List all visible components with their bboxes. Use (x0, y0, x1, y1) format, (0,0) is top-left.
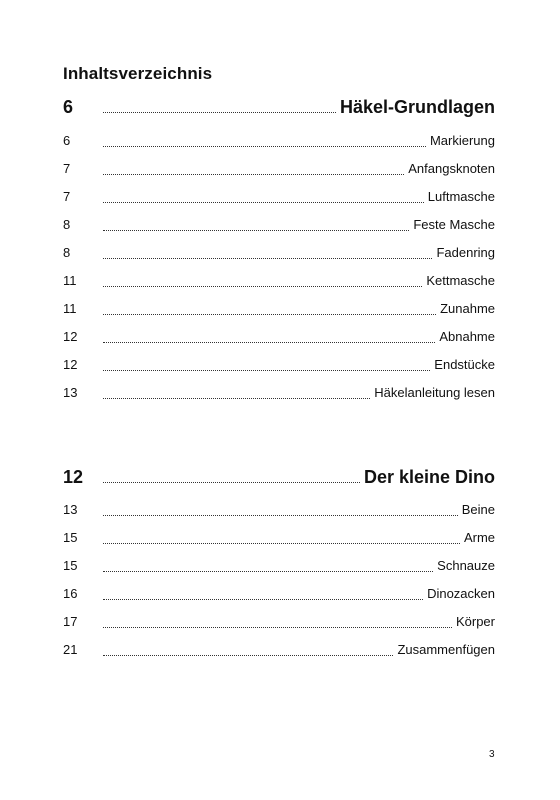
toc-entry (63, 324, 495, 346)
page-number: 3 (489, 749, 495, 760)
toc-entry-label: Markierung (429, 133, 495, 148)
dot-leader (103, 229, 409, 231)
toc-entry-label: Schnauze (437, 558, 495, 573)
dot-leader (103, 145, 426, 147)
toc-entry-label: Dinozacken (427, 586, 495, 601)
toc-entry (63, 240, 495, 262)
dot-leader (103, 111, 336, 113)
toc-section-heading (63, 96, 495, 118)
toc-page-number: 8 (63, 245, 71, 260)
dot-leader (103, 626, 452, 628)
toc-entry-label: Häkelanleitung lesen (374, 385, 495, 400)
toc-page-number: 12 (63, 357, 78, 372)
toc-entry-label: Anfangsknoten (408, 161, 495, 176)
dot-leader (103, 341, 435, 343)
toc-entry (63, 352, 495, 374)
toc-page-number: 12 (63, 467, 84, 487)
toc-entry-label: Beine (461, 502, 495, 517)
toc-page-number: 13 (63, 385, 78, 400)
dot-leader (103, 201, 424, 203)
toc-page-number: 15 (63, 530, 78, 545)
toc-entry (63, 212, 495, 234)
dot-leader (103, 598, 423, 600)
toc-page-number: 12 (63, 329, 78, 344)
toc-page-number: 11 (63, 301, 77, 316)
toc-section-heading (63, 466, 495, 488)
toc-entry-label: Körper (455, 614, 495, 629)
toc-title: Inhaltsverzeichnis (63, 64, 213, 83)
toc-section-label: Häkel-Grundlagen (339, 97, 495, 117)
toc-entry (63, 380, 495, 402)
toc-entry-label: Kettmasche (426, 273, 495, 288)
toc-entry-label: Feste Masche (413, 217, 495, 232)
toc-entry (63, 184, 495, 206)
dot-leader (103, 397, 370, 399)
toc-page-number: 8 (63, 217, 71, 232)
toc-entry-label: Luftmasche (427, 189, 495, 204)
toc-entry (63, 497, 495, 519)
toc-entry-label: Zusammenfügen (397, 642, 495, 657)
toc-entry (63, 581, 495, 603)
dot-leader (103, 313, 436, 315)
toc-entry (63, 296, 495, 318)
dot-leader (103, 257, 432, 259)
toc-page-number: 21 (63, 642, 78, 657)
toc-entry-label: Endstücke (434, 357, 495, 372)
dot-leader (103, 369, 430, 371)
toc-page-number: 7 (63, 189, 71, 204)
toc-page-number: 16 (63, 586, 78, 601)
dot-leader (103, 285, 422, 287)
toc-entry (63, 609, 495, 631)
toc-entry-label: Zunahme (440, 301, 495, 316)
dot-leader (103, 173, 404, 175)
toc-page-number: 13 (63, 502, 78, 517)
dot-leader (103, 481, 360, 483)
toc-section-label: Der kleine Dino (363, 467, 495, 487)
toc-entry (63, 525, 495, 547)
toc-entry (63, 637, 495, 659)
toc-page-number: 15 (63, 558, 78, 573)
dot-leader (103, 570, 433, 572)
toc-page-number: 17 (63, 614, 78, 629)
toc-page-number: 6 (63, 133, 71, 148)
toc-entry (63, 128, 495, 150)
dot-leader (103, 542, 460, 544)
toc-entry (63, 268, 495, 290)
toc-page-number: 11 (63, 273, 77, 288)
dot-leader (103, 654, 393, 656)
toc-entry-label: Fadenring (436, 245, 495, 260)
toc-entry-label: Arme (463, 530, 495, 545)
dot-leader (103, 514, 458, 516)
toc-page-number: 7 (63, 161, 71, 176)
toc-page-number: 6 (63, 97, 74, 117)
toc-entry (63, 553, 495, 575)
toc-entry-label: Abnahme (439, 329, 495, 344)
toc-entry (63, 156, 495, 178)
